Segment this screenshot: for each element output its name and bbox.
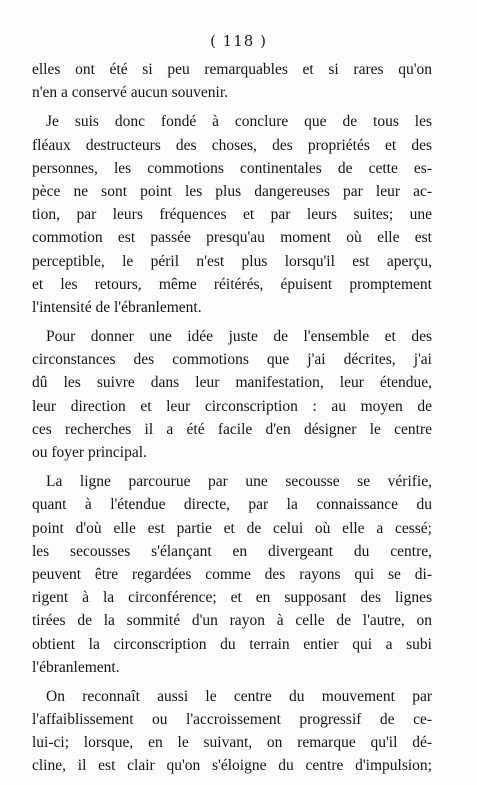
text-line: elles ont été si peu remarquables et si rares qu'on — [32, 61, 432, 78]
paragraph — [32, 470, 432, 679]
text-line: peuvent être regardées comme des rayons qui se di- — [32, 565, 432, 583]
text-line: perceptible, le péril n'est plus lorsqu'il est aperçu, — [32, 252, 432, 270]
paragraph — [32, 685, 432, 778]
text-line: quant à l'étendue directe, par la connaissance du — [32, 496, 432, 514]
text-line: lui-ci; lorsque, en le suivant, on remarque qu'il dé- — [32, 734, 432, 752]
text-line: pèce ne sont point les plus dangereuses par leur ac- — [32, 182, 432, 200]
paragraph — [32, 58, 432, 104]
text-line: tirées de la sommité d'un rayon à celle de l'autre, on — [32, 612, 432, 630]
text-line: Je suis donc fondé à conclure que de tous les — [46, 113, 432, 131]
paragraph — [32, 110, 432, 319]
text-line: et les retours, même réitérés, épuisent promptement — [32, 275, 432, 293]
text-line: fléaux destructeurs des choses, des propriétés et des — [32, 136, 432, 154]
text-line: les secousses s'élançant en divergeant du centre, — [32, 542, 432, 560]
text-line: La ligne parcourue par une secousse se vérifie, — [46, 473, 432, 491]
text-line: cline, il est clair qu'on s'éloigne du centre d'impulsion; — [32, 757, 432, 775]
text-line: tion, par leurs fréquences et par leurs suites; une — [32, 206, 432, 224]
text-line: personnes, les commotions continentales de cette es- — [32, 159, 432, 177]
text-line: l'intensité de l'ébranlement. — [32, 298, 202, 316]
paragraph — [32, 325, 432, 464]
text-line: ou foyer principal. — [32, 444, 147, 461]
text-line: n'en a conservé aucun souvenir. — [32, 84, 229, 102]
body-text — [32, 58, 432, 778]
page-number: ( 118 ) — [210, 32, 267, 50]
text-line: point d'où elle est partie et de celui où elle a cessé; — [32, 519, 432, 537]
text-line: commotion est passée presqu'au moment où elle est — [32, 229, 432, 247]
text-line: dû les suivre dans leur manifestation, leur étendue, — [32, 374, 432, 392]
text-line: l'ébranlement. — [32, 658, 120, 676]
text-line: On reconnaît aussi le centre du mouvement par — [46, 687, 432, 705]
text-line: ces recherches il a été facile d'en désigner le centre — [32, 420, 432, 438]
text-line: l'affaiblissement ou l'accroissement progressif de ce- — [32, 711, 432, 729]
text-line: circonstances des commotions que j'ai décrites, j'ai — [32, 351, 432, 369]
text-line: leur direction et leur circonscription : au moyen de — [32, 397, 432, 415]
text-line: rigent à la circonférence; et en supposant des lignes — [32, 589, 432, 607]
text-line: Pour donner une idée juste de l'ensemble et des — [46, 328, 432, 346]
text-line: obtient la circonscription du terrain entier qui a subi — [32, 635, 432, 653]
